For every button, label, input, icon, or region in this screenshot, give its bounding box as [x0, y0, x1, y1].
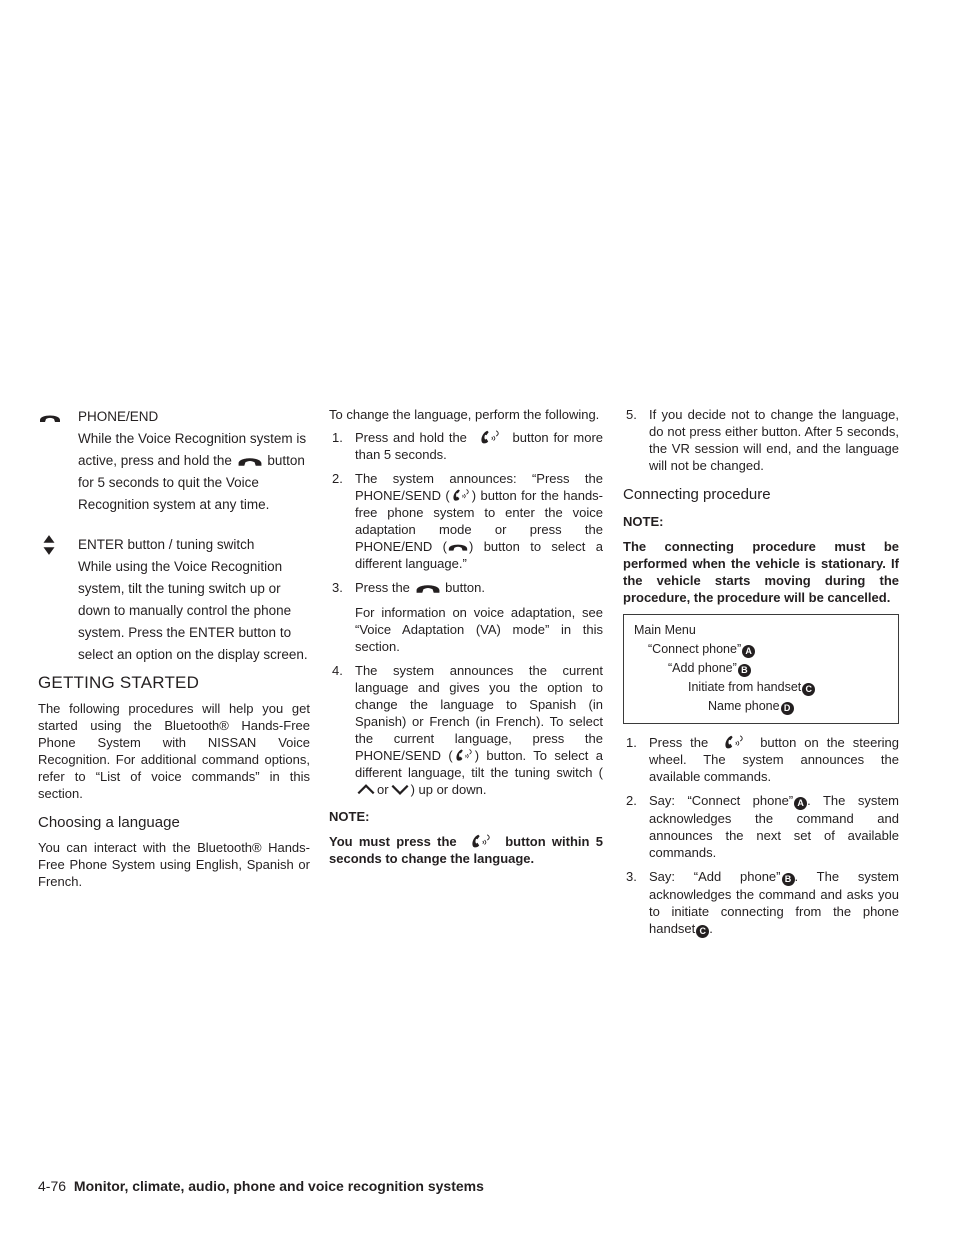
- phone-send-icon: [463, 833, 499, 849]
- chapter-title: Monitor, climate, audio, phone and voice recognition systems: [73, 1178, 484, 1194]
- getting-started-title: GETTING STARTED: [38, 673, 200, 692]
- callout-badge: A: [794, 797, 807, 810]
- phone-send-icon: [453, 747, 475, 763]
- callout-badge: C: [696, 925, 709, 938]
- connecting-title: Connecting procedure: [623, 486, 771, 503]
- enter-item: [38, 534, 310, 666]
- menu-tree-item: “Add phone” B: [634, 659, 888, 678]
- list-item: 3. Press the button. For information on voice adaptation, see “Voice Adaptation (VA) mode” in this section.: [332, 580, 603, 654]
- column-3: [623, 406, 899, 945]
- menu-tree: [623, 614, 899, 724]
- phone-end-title: PHONE/END: [78, 409, 159, 424]
- menu-tree-item: Initiate from handset C: [634, 678, 888, 697]
- list-item: 4. The system announces the current language and gives you the option to change the language to Spanish (in Spanish) or French (in French). To select the current language, press the PHONE/SEND ( ) button. To select a different language, tilt the tuning switch (or ) up or down.: [332, 663, 604, 797]
- chevron-up-icon: [355, 781, 377, 797]
- column-1: [38, 406, 310, 896]
- list-item: 5. If you decide not to change the language, do not press either button. After 5 seconds, the VR session will end, and the language will not be changed.: [626, 407, 899, 473]
- callout-badge: A: [742, 645, 755, 658]
- column-2: [329, 406, 603, 873]
- menu-tree-item: Main Menu: [634, 623, 696, 637]
- menu-tree-item: “Connect phone” A: [634, 640, 888, 659]
- getting-started-body: The following procedures will help you get started using the Bluetooth® Hands-Free Phone System with NISSAN Voice Recognition. For additional command options, refer to “List of voice commands” in this section.: [38, 701, 310, 801]
- enter-title: ENTER button / tuning switch: [78, 537, 255, 552]
- callout-badge: C: [802, 683, 815, 696]
- connecting-steps: [623, 734, 899, 938]
- phone-end-item: [38, 406, 310, 516]
- language-steps: [329, 429, 603, 798]
- language-intro: To change the language, perform the following.: [329, 407, 600, 422]
- menu-tree-item: Name phone D: [634, 697, 888, 716]
- phone-end-icon: [38, 409, 62, 425]
- page-footer: [38, 1178, 484, 1194]
- phone-end-icon: [236, 452, 264, 468]
- phone-end-icon: [447, 538, 469, 554]
- choosing-language-body: You can interact with the Bluetooth® Hands-Free Phone System using English, Spanish or French.: [38, 840, 310, 889]
- callout-badge: D: [781, 702, 794, 715]
- enter-desc: While using the Voice Recognition system, tilt the tuning switch up or down to manually control the phone system. Press the ENTER button to select an option on the display screen.: [78, 559, 308, 662]
- note-label: NOTE:: [329, 809, 370, 824]
- phone-end-icon: [414, 579, 442, 595]
- up-down-arrows-icon: [42, 534, 56, 556]
- connecting-note: The connecting procedure must be performed when the vehicle is stationary. If the vehicle starts moving during the procedure, the procedure will be cancelled.: [623, 539, 899, 605]
- phone-send-icon: [716, 734, 752, 750]
- callout-badge: B: [782, 873, 795, 886]
- step-5-list: [623, 406, 899, 474]
- list-item: 3. Say: “Add phone” B . The system acknowledges the command and asks you to initiate connecting from the phone handset C .: [626, 869, 899, 936]
- phone-send-icon: [450, 487, 472, 503]
- callout-badge: B: [738, 664, 751, 677]
- list-item: 2. Say: “Connect phone” A . The system acknowledges the command and announces the next set of available commands.: [626, 793, 899, 860]
- connecting-note-label: NOTE:: [623, 514, 664, 529]
- list-item: 1. Press the button on the steering wheel. The system announces the available commands.: [626, 735, 899, 784]
- choosing-language-title: Choosing a language: [38, 814, 180, 831]
- chevron-down-icon: [389, 781, 411, 797]
- list-item: 2. The system announces: “Press the PHONE/SEND ( ) button for the hands-free phone system to enter the voice adaptation mode or press the PHONE/END ( ) button to select a different language.”: [332, 471, 604, 571]
- phone-end-desc: While the Voice Recognition system is active, press and hold the button for 5 seconds to quit the Voice Recognition system at any time.: [78, 431, 307, 512]
- page-number: 4-76: [38, 1178, 67, 1194]
- note-text: You must press the button within 5 seconds to change the language.: [329, 834, 603, 866]
- phone-send-icon: [472, 429, 508, 445]
- list-item: 1. Press and hold the button for more than 5 seconds.: [332, 430, 604, 462]
